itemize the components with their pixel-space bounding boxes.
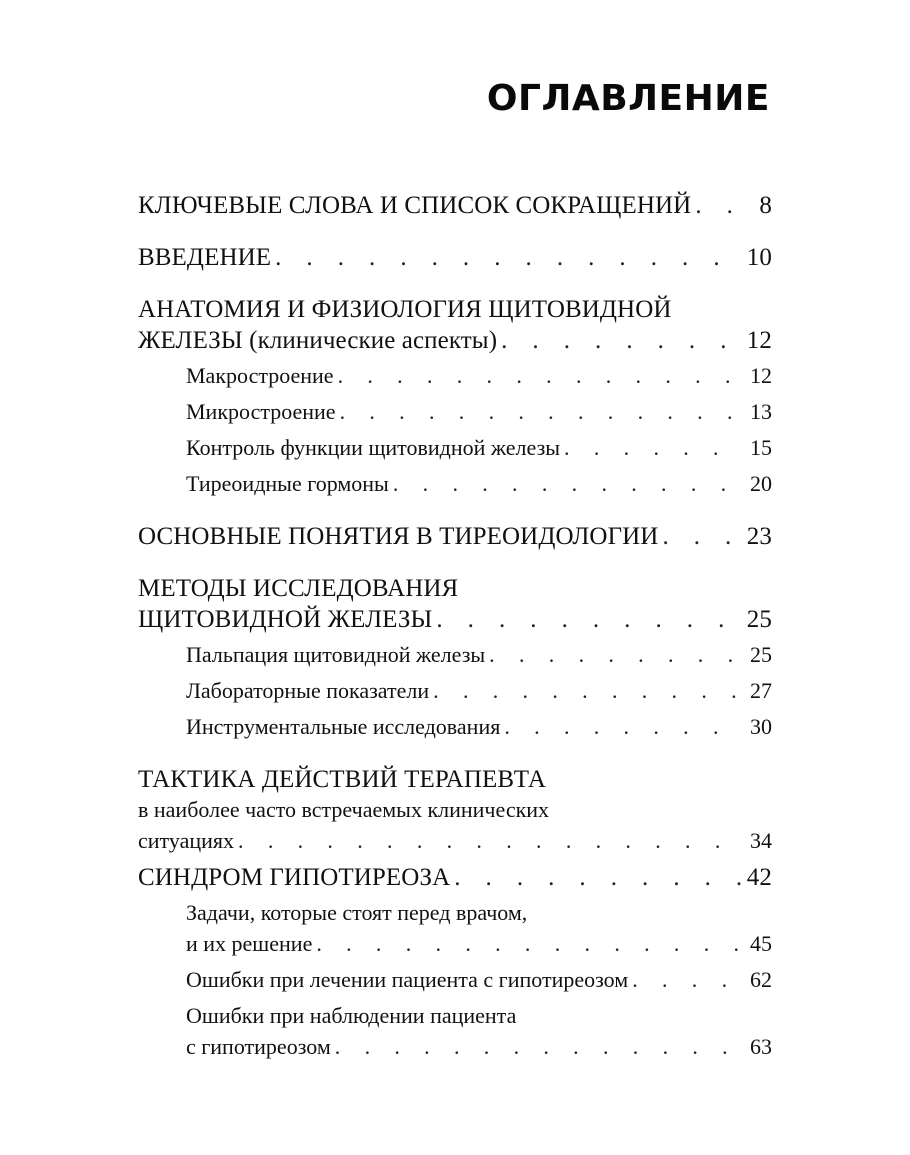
toc-line (138, 1003, 772, 1034)
toc-entry-title: СИНДРОМ ГИПОТИРЕОЗА (138, 864, 451, 891)
dot-leader (393, 471, 742, 497)
toc-line (138, 523, 772, 559)
dot-leader (501, 327, 742, 355)
toc-entry-title: Задачи, которые стоят перед врачом, (186, 900, 528, 925)
toc-entry-title: АНАТОМИЯ И ФИЗИОЛОГИЯ ЩИТОВИДНОЙ (138, 296, 672, 323)
toc-subentry-instrumental (138, 714, 772, 750)
page-number: 15 (750, 435, 772, 460)
toc-entry-title: Пальпация щитовидной железы (186, 642, 486, 667)
page-number: 30 (750, 714, 772, 739)
toc-line (138, 900, 772, 931)
toc-entry-title-cont: ЖЕЛЕЗЫ (клинические аспекты) (138, 327, 498, 354)
toc-line (138, 575, 772, 606)
toc-entry-title: ВВЕДЕНИЕ (138, 244, 272, 271)
dot-leader (338, 363, 742, 389)
toc-line (138, 192, 772, 228)
page-number: 45 (750, 931, 772, 956)
toc-subentry-microstructure (138, 399, 772, 435)
toc-line (138, 864, 772, 900)
toc-entry-title: КЛЮЧЕВЫЕ СЛОВА И СПИСОК СОКРАЩЕНИЙ (138, 192, 692, 219)
page-number: 62 (750, 967, 772, 992)
page-number: 12 (750, 363, 772, 388)
dot-leader (504, 714, 742, 740)
dot-leader (454, 864, 742, 892)
page-number: 25 (746, 606, 772, 633)
toc-entry-title: Тиреоидные гормоны (186, 471, 389, 496)
toc-subentry-function-control (138, 435, 772, 471)
dot-leader (489, 642, 742, 668)
dot-leader (335, 1034, 742, 1060)
page-number: 34 (750, 828, 772, 853)
page-number: 12 (746, 327, 772, 354)
toc-entry-title: Контроль функции щитовидной железы (186, 435, 561, 460)
toc-entry-title: Микростроение (186, 399, 336, 424)
toc-subentry-observation-errors (138, 1003, 772, 1070)
toc-entry-title: Лабораторные показатели (186, 678, 430, 703)
toc-subentry-lab-values (138, 678, 772, 714)
toc-line (138, 327, 772, 363)
toc-entry-title: Инструментальные исследования (186, 714, 501, 739)
toc-line (138, 931, 772, 967)
toc-entry-subtitle-cont: ситуациях (138, 828, 235, 853)
toc-entry-title: Ошибки при наблюдении пациента (186, 1003, 517, 1028)
toc-entry-title: ТАКТИКА ДЕЙСТВИЙ ТЕРАПЕВТА (138, 766, 547, 793)
toc-entry-title: ОСНОВНЫЕ ПОНЯТИЯ В ТИРЕОИДОЛОГИИ (138, 523, 659, 550)
toc-subentry-treatment-errors (138, 967, 772, 1003)
toc-entry-title-cont: и их решение (186, 931, 313, 956)
toc-entry-methods (138, 575, 772, 642)
page-number: 20 (750, 471, 772, 496)
page-number: 42 (746, 864, 772, 891)
page-number: 25 (750, 642, 772, 667)
dot-leader (340, 399, 742, 425)
toc-entry-basic-concepts (138, 523, 772, 559)
page-number: 63 (750, 1034, 772, 1059)
dot-leader (275, 244, 742, 272)
dot-leader (433, 678, 742, 704)
dot-leader (238, 828, 742, 854)
dot-leader (564, 435, 742, 461)
page-number: 23 (746, 523, 772, 550)
toc-entry-title-cont: с гипотиреозом (186, 1034, 331, 1059)
toc-entry-title: Ошибки при лечении пациента с гипотиреозом (186, 967, 629, 992)
toc-entry-introduction (138, 244, 772, 280)
toc-line (138, 296, 772, 327)
toc-subentry-thyroid-hormones (138, 471, 772, 507)
toc-entry-anatomy (138, 296, 772, 363)
page-number: 8 (759, 192, 772, 219)
table-of-contents (138, 192, 772, 1070)
toc-subentry-palpation (138, 642, 772, 678)
page-title: ОГЛАВЛЕНИЕ (486, 78, 770, 119)
page-number: 13 (750, 399, 772, 424)
toc-entry-therapist-tactics (138, 766, 772, 864)
page-number: 10 (746, 244, 772, 271)
dot-leader (695, 192, 742, 220)
toc-line (138, 797, 772, 828)
toc-subentry-macrostructure (138, 363, 772, 399)
toc-entry-title: Макростроение (186, 363, 334, 388)
toc-entry-title: МЕТОДЫ ИССЛЕДОВАНИЯ (138, 575, 459, 602)
toc-line (138, 244, 772, 280)
dot-leader (632, 967, 742, 993)
toc-entry-title-cont: ЩИТОВИДНОЙ ЖЕЛЕЗЫ (138, 606, 433, 633)
toc-line (138, 828, 772, 864)
toc-line (138, 1034, 772, 1070)
page-number: 27 (750, 678, 772, 703)
toc-subentry-doctor-tasks (138, 900, 772, 967)
toc-entry-keywords (138, 192, 772, 228)
toc-entry-hypothyroidism (138, 864, 772, 900)
dot-leader (436, 606, 742, 634)
toc-entry-subtitle: в наиболее часто встречаемых клинических (138, 797, 550, 822)
toc-line (138, 766, 772, 797)
dot-leader (662, 523, 742, 551)
toc-line (138, 606, 772, 642)
dot-leader (316, 931, 742, 957)
